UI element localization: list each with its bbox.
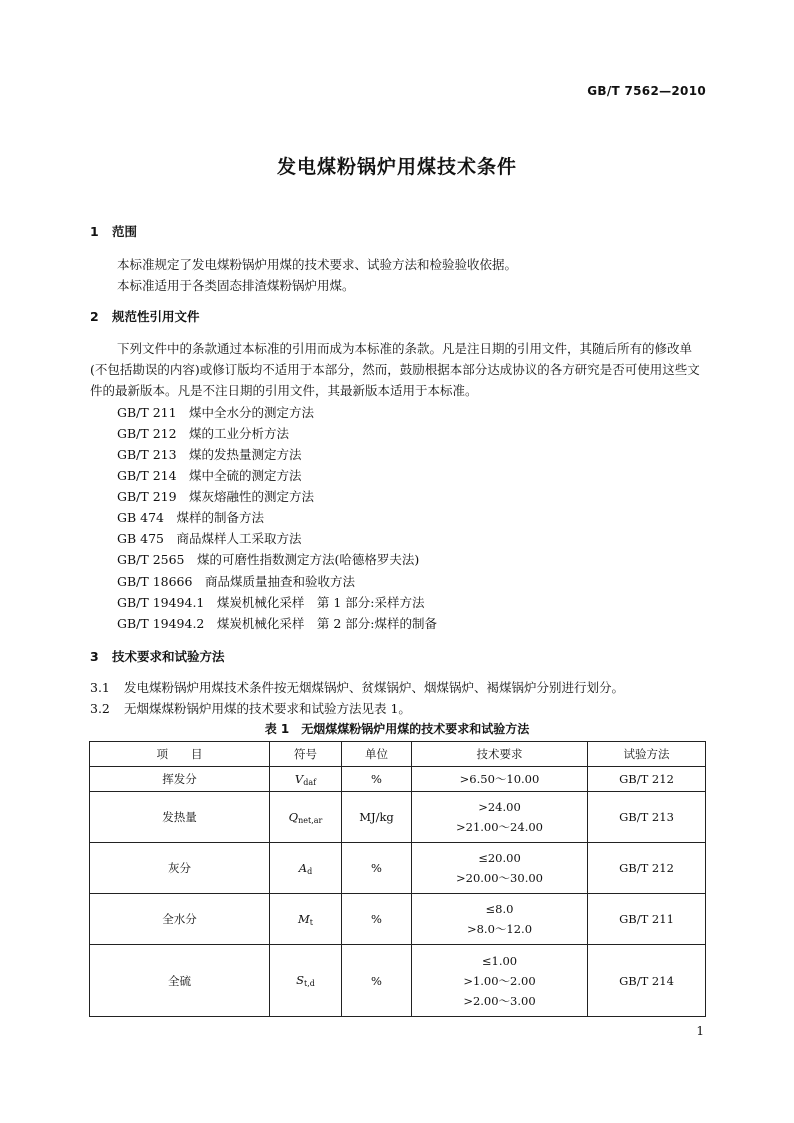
section-2-intro: 下列文件中的条款通过本标准的引用而成为本标准的条款。凡是注日期的引用文件，其随后所有的修改单(不包括勘误的内容)或修订版均不适用于本部分，然而，鼓励根据本部分达成协议的各方研究是否可使用这些文件的最新版本。凡是不注日期的引用文件，其最新版本适用于本标准。 [90, 341, 700, 398]
symbol: A [298, 860, 308, 875]
unit-cell: MJ/kg [342, 792, 412, 843]
table-row [90, 945, 706, 1017]
clause-number: 3.1 [90, 680, 110, 695]
section-title: 规范性引用文件 [112, 309, 200, 324]
symbol-cell [270, 894, 342, 945]
symbol-subscript: t [309, 917, 313, 927]
item-cell: 全硫 [90, 945, 270, 1017]
symbol-cell [270, 945, 342, 1017]
table-row [90, 792, 706, 843]
method-cell: GB/T 212 [588, 843, 706, 894]
col-header-symbol: 符号 [270, 742, 342, 767]
reference-item: GB/T 2565 煤的可磨性指数测定方法(哈德格罗夫法) [117, 552, 420, 567]
reference-item: GB/T 18666 商品煤质量抽查和验收方法 [117, 574, 355, 589]
reference-item: GB 475 商品煤样人工采取方法 [117, 531, 302, 546]
method-cell: GB/T 214 [588, 945, 706, 1017]
section-1-heading [90, 222, 137, 240]
section-number: 1 [90, 224, 99, 239]
section-3-heading [90, 647, 225, 665]
requirement-cell [412, 792, 588, 843]
symbol-subscript: daf [303, 777, 317, 787]
requirement-value: >6.50～10.00 [459, 772, 540, 786]
requirement-value: ≤8.0 [485, 902, 514, 916]
requirement-value: >8.0～12.0 [466, 922, 533, 936]
unit-cell: % [342, 945, 412, 1017]
col-header-item: 项 目 [90, 742, 270, 767]
requirement-value: >21.00～24.00 [456, 820, 543, 834]
reference-item: GB/T 19494.1 煤炭机械化采样 第 1 部分:采样方法 [117, 595, 425, 610]
item-cell: 发热量 [90, 792, 270, 843]
table-row [90, 894, 706, 945]
table-row [90, 767, 706, 792]
section-number: 2 [90, 309, 99, 324]
item-cell: 全水分 [90, 894, 270, 945]
symbol-subscript: t,d [304, 979, 315, 988]
symbol-subscript: net,ar [298, 815, 323, 825]
symbol-cell [270, 843, 342, 894]
symbol: Q [288, 809, 299, 824]
reference-item: GB/T 219 煤灰熔融性的测定方法 [117, 489, 315, 504]
section-number: 3 [90, 649, 99, 664]
item-cell: 灰分 [90, 843, 270, 894]
requirement-cell [412, 894, 588, 945]
reference-item: GB/T 213 煤的发热量测定方法 [117, 447, 302, 462]
paragraph: 本标准适用于各类固态排渣煤粉锅炉用煤。 [117, 278, 355, 293]
method-cell: GB/T 211 [588, 894, 706, 945]
method-cell: GB/T 212 [588, 767, 706, 792]
reference-item: GB/T 211 煤中全水分的测定方法 [117, 405, 315, 420]
method-cell: GB/T 213 [588, 792, 706, 843]
page-number: 1 [696, 1024, 704, 1038]
symbol: V [294, 771, 304, 786]
reference-item: GB/T 19494.2 煤炭机械化采样 第 2 部分:煤样的制备 [117, 616, 437, 631]
unit-cell: % [342, 767, 412, 792]
document-title: 发电煤粉锅炉用煤技术条件 [276, 156, 517, 178]
standard-code: GB/T 7562—2010 [587, 84, 706, 98]
reference-item: GB/T 212 煤的工业分析方法 [117, 426, 290, 441]
clause-text: 无烟煤煤粉锅炉用煤的技术要求和试验方法见表 1。 [124, 701, 411, 716]
section-2-heading [90, 307, 200, 325]
table-row [90, 843, 706, 894]
reference-item: GB 474 煤样的制备方法 [117, 510, 265, 525]
symbol: S [296, 973, 304, 987]
requirement-value: ≤1.00 [481, 953, 518, 968]
clause-text: 发电煤粉锅炉用煤技术条件按无烟煤锅炉、贫煤锅炉、烟煤锅炉、褐煤锅炉分别进行划分。 [124, 680, 625, 695]
clause-number: 3.2 [90, 701, 110, 716]
clause-3-2 [90, 699, 411, 717]
section-title: 技术要求和试验方法 [112, 649, 225, 664]
clause-3-1 [90, 678, 624, 696]
reference-item: GB/T 214 煤中全硫的测定方法 [117, 468, 302, 483]
requirement-cell [412, 843, 588, 894]
symbol: M [298, 911, 310, 926]
col-header-unit: 单位 [342, 742, 412, 767]
col-header-method: 试验方法 [588, 742, 706, 767]
unit-cell: % [342, 894, 412, 945]
section-title: 范围 [112, 224, 138, 239]
requirement-cell [412, 945, 588, 1017]
requirement-value: >24.00 [478, 800, 521, 814]
unit-cell: % [342, 843, 412, 894]
table-caption: 表 1 无烟煤煤粉锅炉用煤的技术要求和试验方法 [264, 722, 530, 736]
paragraph: 本标准规定了发电煤粉锅炉用煤的技术要求、试验方法和检验验收依据。 [117, 257, 518, 272]
requirement-value: >1.00～2.00 [463, 973, 536, 988]
item-cell: 挥发分 [90, 767, 270, 792]
symbol-cell [270, 792, 342, 843]
requirement-value: >2.00～3.00 [463, 993, 536, 1008]
requirement-value: ≤20.00 [478, 851, 521, 865]
spec-table [89, 741, 706, 1017]
requirement-cell [412, 767, 588, 792]
col-header-requirement: 技术要求 [412, 742, 588, 767]
requirement-value: >20.00～30.00 [456, 871, 543, 885]
symbol-cell [270, 767, 342, 792]
symbol-subscript: d [307, 866, 313, 876]
table-header-row [90, 742, 706, 767]
